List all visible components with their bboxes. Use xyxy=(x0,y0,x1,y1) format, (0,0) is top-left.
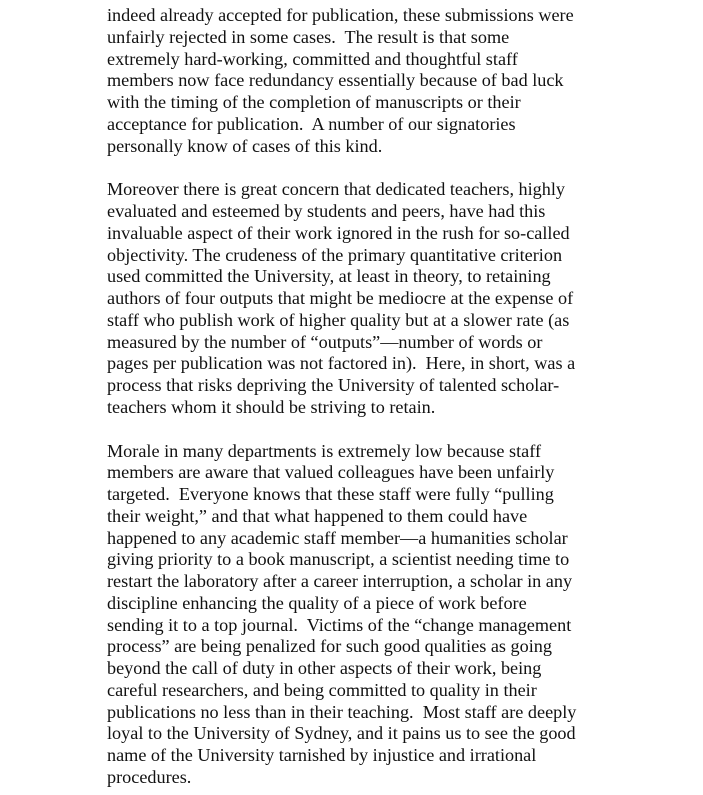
text-line: authors of four outputs that might be mediocre at the expense of xyxy=(107,288,574,308)
text-line: indeed already accepted for publication, these submissions were xyxy=(107,5,574,25)
text-line: loyal to the University of Sydney, and it pains us to see the good xyxy=(107,723,576,744)
text-line: discipline enhancing the quality of a piece of work before xyxy=(107,592,527,613)
document-page xyxy=(107,5,702,789)
paragraph-1 xyxy=(107,5,702,157)
text-line: Moreover there is great concern that dedicated teachers, highly xyxy=(107,179,566,200)
text-line: members are aware that valued colleagues have been unfairly xyxy=(107,462,555,483)
text-line: procedures. xyxy=(107,766,192,787)
paragraph-gap xyxy=(107,419,702,441)
text-line: publications no less than in their teaching. Most staff are deeply xyxy=(107,701,577,722)
text-line: their weight,” and that what happened to them could have xyxy=(107,505,528,526)
text-line: teachers whom it should be striving to retain. xyxy=(107,396,436,417)
text-line: giving priority to a book manuscript, a scientist needing time to xyxy=(107,549,570,570)
text-line: measured by the number of “outputs”—number of words or xyxy=(107,331,543,352)
paragraph-2 xyxy=(107,179,702,418)
text-line: staff who publish work of higher quality but at a slower rate (as xyxy=(107,309,570,330)
text-line: restart the laboratory after a career interruption, a scholar in any xyxy=(107,571,573,591)
text-line: evaluated and esteemed by students and peers, have had this xyxy=(107,201,546,221)
text-line: used committed the University, at least in theory, to retaining xyxy=(107,266,551,287)
text-line: extremely hard-working, committed and thoughtful staff xyxy=(107,48,518,69)
text-line: process” are being penalized for such good qualities as going xyxy=(107,636,552,657)
text-line: targeted. Everyone knows that these staff were fully “pulling xyxy=(107,484,554,504)
paragraph-gap xyxy=(107,157,702,179)
text-line: unfairly rejected in some cases. The result is that some xyxy=(107,26,510,47)
text-line: objectivity. The crudeness of the primary quantitative criterion xyxy=(107,244,563,265)
text-line: name of the University tarnished by injustice and irrational xyxy=(107,745,537,765)
text-line: sending it to a top journal. Victims of the “change management xyxy=(107,614,572,635)
text-line: pages per publication was not factored in). Here, in short, was a xyxy=(107,353,576,374)
text-line: process that risks depriving the University of talented scholar- xyxy=(107,375,560,395)
text-line: careful researchers, and being committed to quality in their xyxy=(107,679,537,700)
text-line: beyond the call of duty in other aspects of their work, being xyxy=(107,658,542,678)
paragraph-3 xyxy=(107,441,702,789)
text-line: invaluable aspect of their work ignored in the rush for so-called xyxy=(107,222,570,243)
text-line: members now face redundancy essentially because of bad luck xyxy=(107,70,564,91)
text-line: happened to any academic staff member—a humanities scholar xyxy=(107,527,568,548)
text-line: with the timing of the completion of manuscripts or their xyxy=(107,92,521,112)
text-line: Morale in many departments is extremely low because staff xyxy=(107,440,542,461)
text-line: acceptance for publication. A number of our signatories xyxy=(107,113,516,134)
text-line: personally know of cases of this kind. xyxy=(107,135,383,156)
